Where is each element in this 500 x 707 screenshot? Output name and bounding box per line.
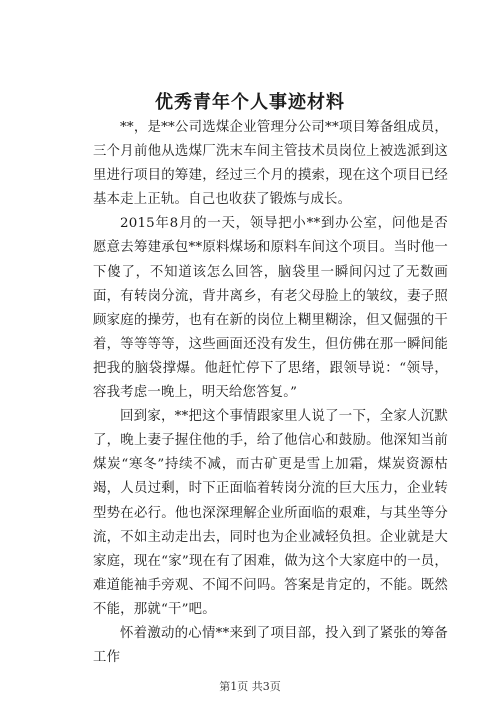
- paragraph-3: 回到家，**把这个事情跟家里人说了一下，全家人沉默了，晚上妻子握住他的手，给了他信心和鼓励。他深知当前煤炭“寒冬”持续不减，而古矿更是雪上加霜，煤炭资源枯竭，人员过剩，时下正面临着转岗分流的巨大压力，企业转型势在必行。他也深深理解企业所面临的艰难，与其坐等分流，不如主动走出去，同时也为企业减轻负担。企业就是大家庭，现在“家”现在有了困难，做为这个大家庭中的一员，难道能袖手旁观、不闻不问吗。答案是肯定的，不能。既然不能，那就“干”吧。: [93, 409, 448, 617]
- document-body: [93, 116, 448, 670]
- paragraph-2: 2015年8月的一天，领导把小**到办公室，问他是否愿意去筹建承包**原料煤场和原料车间这个项目。当时他一下傻了，不知道该怎么回答，脑袋里一瞬间闪过了无数画面，有转岗分流，背井离乡，有老父母脸上的皱纹，妻子照顾家庭的操劳，也有在新的岗位上糊里糊涂，但又倔强的干着，等等等等，这些画面还没有发生，但仿佛在那一瞬间能把我的脑袋撑爆。他赶忙停下了思绪，跟领导说：“领导，容我考虑一晚上，明天给您答复。”: [93, 216, 448, 401]
- paragraph-4: 怀着激动的心情**来到了项目部，投入到了紧张的筹备工作: [93, 625, 448, 666]
- paragraph-1: **，是**公司选煤企业管理分公司**项目筹备组成员，三个月前他从选煤厂洗末车间主管技术员岗位上被选派到这里进行项目的筹建，经过三个月的摸索，现在这个项目已经基本走上正轨。自己也收获了锻炼与成长。: [93, 120, 448, 208]
- document-title: 优秀青年个人事迹材料: [155, 92, 345, 113]
- page-footer: 第1页 共3页: [219, 680, 281, 693]
